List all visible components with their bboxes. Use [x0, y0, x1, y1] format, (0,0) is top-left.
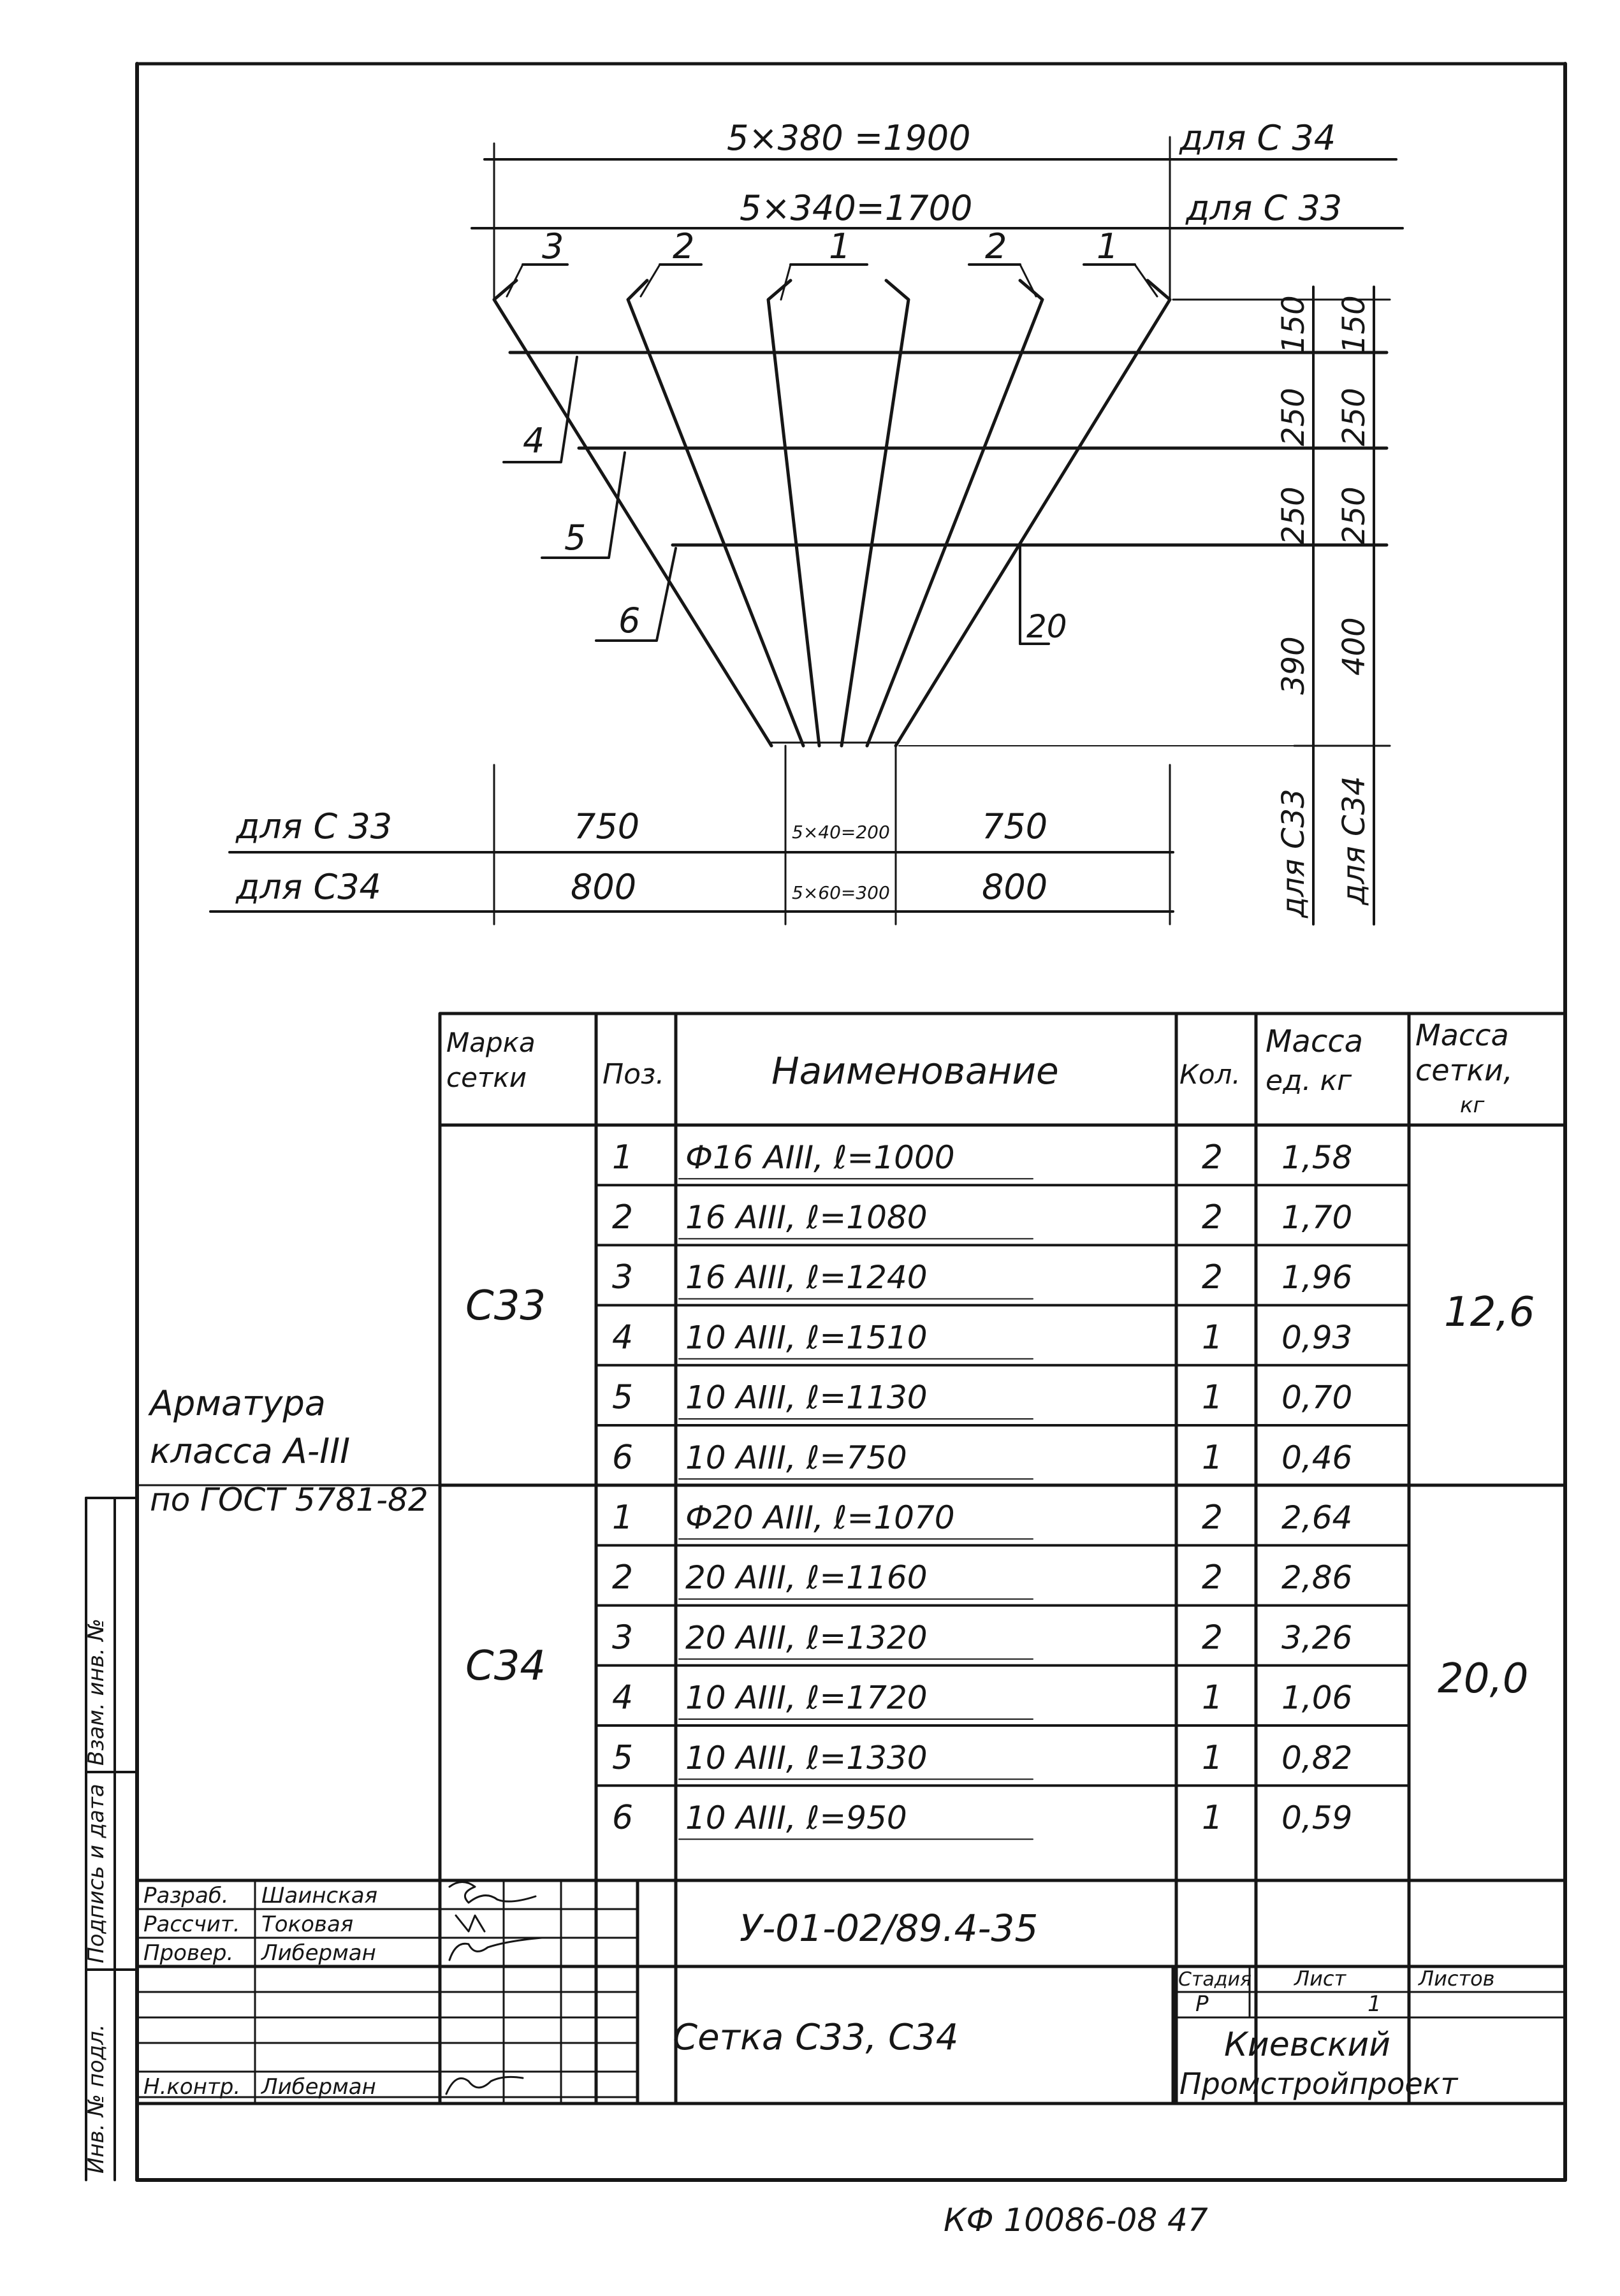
bottom-dimension-text: [235, 806, 1047, 907]
signatures: [446, 1882, 542, 2095]
dim-outer-1: 150: [1336, 295, 1372, 354]
spec-qty: 2: [1202, 1559, 1223, 1597]
dim-inner-1: 150: [1276, 295, 1311, 354]
spec-name: 10 АIII, ℓ=750: [685, 1439, 907, 1476]
spec-qty: 2: [1202, 1198, 1223, 1237]
spec-qty: 1: [1202, 1678, 1223, 1717]
dim-c33-right: 750: [982, 806, 1048, 846]
callout-2b: 2: [985, 226, 1007, 266]
spec-unit-mass: 1,96: [1281, 1259, 1353, 1297]
stage-header: Стадия: [1178, 1968, 1252, 1991]
spec-name: 20 АIII, ℓ=1160: [685, 1559, 928, 1597]
callout-5: 5: [564, 518, 587, 558]
sheet-header: Лист: [1294, 1966, 1346, 1991]
header-mesh-mass-1: Масса: [1415, 1018, 1509, 1052]
role-checked: Провер.: [143, 1940, 234, 1966]
side-stamp-inv: Инв. № подл.: [84, 2024, 109, 2174]
spec-pos: 5: [612, 1738, 634, 1777]
spec-qty: 2: [1202, 1499, 1223, 1537]
header-mesh-mass-3: кг: [1460, 1093, 1485, 1118]
spec-pos: 2: [612, 1198, 634, 1237]
spec-name: 10 АIII, ℓ=1330: [685, 1739, 928, 1776]
dim-outer-2: 250: [1336, 388, 1372, 446]
dim-outer-3: 250: [1336, 486, 1372, 545]
reinforcement-note: [148, 1383, 428, 1518]
callout-2a: 2: [673, 226, 695, 266]
spec-pos: 5: [612, 1378, 634, 1417]
signature-1: [449, 1882, 536, 1903]
header-unit-mass-2: ед. кг: [1266, 1064, 1352, 1097]
document-code: У-01-02/89.4-35: [740, 1907, 1039, 1950]
dim-top-c33: 5×340=1700: [740, 188, 973, 228]
spec-unit-mass: 2,86: [1281, 1559, 1353, 1597]
name-calculated: Токовая: [261, 1912, 354, 1937]
org-line-2: Промстройпроект: [1179, 2067, 1458, 2101]
spec-unit-mass: 0,82: [1281, 1739, 1353, 1776]
stage-value: Р: [1195, 1991, 1209, 2017]
signature-4: [446, 2077, 523, 2094]
top-dimension-text: [727, 118, 1342, 228]
group-mass-c33: 12,6: [1444, 1289, 1535, 1336]
spec-qty: 1: [1202, 1438, 1223, 1477]
spec-unit-mass: 0,93: [1281, 1319, 1353, 1356]
header-mark-1: Марка: [446, 1027, 536, 1058]
spec-unit-mass: 1,58: [1281, 1138, 1353, 1176]
name-developed: Шаинская: [261, 1883, 378, 1908]
label-bottom-c34: для С34: [236, 867, 381, 907]
callout-3: 3: [542, 226, 564, 266]
callout-4: 4: [523, 421, 545, 461]
name-norm-control: Либерман: [261, 2074, 376, 2100]
org-line-1: Киевский: [1224, 2026, 1390, 2064]
spec-pos: 2: [612, 1559, 634, 1597]
role-norm-control: Н.контр.: [143, 2074, 241, 2100]
dim-c33-mid: 5×40=200: [792, 822, 890, 843]
spec-pos: 4: [612, 1678, 634, 1717]
spec-qty: 1: [1202, 1799, 1223, 1838]
dim-inner-4: 390: [1276, 636, 1311, 695]
side-stamp: [84, 1618, 109, 2174]
label-right-c34: для С34: [1336, 776, 1372, 905]
label-top-c33: для С 33: [1186, 188, 1343, 228]
note-line-1: Арматура: [150, 1383, 326, 1423]
mesh-drawing: [494, 280, 1387, 835]
spec-pos: 6: [612, 1438, 634, 1477]
callout-6: 6: [618, 600, 641, 641]
side-stamp-signature: Подпись и дата: [84, 1784, 109, 1963]
spec-name: Ф16 АIII, ℓ=1000: [685, 1138, 955, 1176]
sheet-value: 1: [1368, 1991, 1382, 2017]
group-mass-c34: 20,0: [1438, 1655, 1529, 1703]
callout-1a: 1: [829, 226, 851, 266]
side-stamp-replace: Взам. инв. №: [84, 1618, 109, 1766]
spec-pos: 4: [612, 1318, 634, 1357]
name-checked: Либерман: [261, 1940, 376, 1966]
right-dimension-text: [1276, 295, 1372, 919]
spec-name: 16 АIII, ℓ=1240: [685, 1259, 928, 1297]
spec-pos: 3: [612, 1618, 634, 1657]
dim-c34-left: 800: [571, 867, 637, 907]
drawing-title: Сетка С33, С34: [673, 2017, 959, 2058]
dim-outer-4: 400: [1336, 617, 1372, 676]
label-top-c34: для С 34: [1179, 118, 1336, 158]
spec-pos: 1: [612, 1499, 634, 1537]
spec-unit-mass: 2,64: [1281, 1499, 1353, 1537]
spec-unit-mass: 1,70: [1281, 1199, 1353, 1237]
label-bottom-c33: для С 33: [236, 806, 393, 846]
spec-name: 16 АIII, ℓ=1080: [685, 1199, 928, 1237]
spec-name: Ф20 АIII, ℓ=1070: [685, 1499, 955, 1537]
header-mark-2: сетки: [446, 1062, 527, 1093]
dim-c34-right: 800: [982, 867, 1048, 907]
group-mark-c33: С33: [465, 1282, 546, 1330]
note-line-3: по ГОСТ 5781-82: [150, 1481, 428, 1518]
tail-label: 20: [1026, 608, 1067, 645]
spec-name: 20 АIII, ℓ=1320: [685, 1619, 928, 1657]
position-callouts: [504, 226, 1157, 641]
dim-inner-2: 250: [1276, 388, 1311, 446]
spec-qty: 1: [1202, 1738, 1223, 1777]
spec-table-rows: [596, 1138, 1409, 1840]
spec-qty: 2: [1202, 1258, 1223, 1297]
header-unit-mass-1: Масса: [1266, 1024, 1364, 1059]
sheet-frame: [86, 64, 1565, 2180]
sheets-header: Листов: [1419, 1966, 1495, 1991]
spec-unit-mass: 1,06: [1281, 1679, 1353, 1717]
spec-table-header: [446, 1018, 1513, 1118]
archive-number: КФ 10086-08 47: [944, 2202, 1208, 2239]
spec-pos: 1: [612, 1138, 634, 1177]
dim-c33-left: 750: [574, 806, 640, 846]
header-mesh-mass-2: сетки,: [1415, 1053, 1513, 1087]
role-calculated: Рассчит.: [143, 1912, 240, 1937]
right-dimension-chain: [899, 287, 1390, 924]
spec-unit-mass: 0,59: [1281, 1799, 1353, 1837]
spec-pos: 6: [612, 1799, 634, 1838]
signature-3: [449, 1938, 542, 1960]
dim-c34-mid: 5×60=300: [792, 882, 890, 903]
callout-1b: 1: [1097, 226, 1119, 266]
spec-qty: 2: [1202, 1618, 1223, 1657]
role-developed: Разраб.: [143, 1883, 229, 1908]
spec-unit-mass: 0,46: [1281, 1439, 1353, 1476]
spec-qty: 2: [1202, 1138, 1223, 1177]
header-pos: Поз.: [602, 1058, 665, 1091]
label-right-c33: для С33: [1276, 788, 1311, 918]
spec-name: 10 АIII, ℓ=1720: [685, 1679, 928, 1717]
dim-inner-3: 250: [1276, 486, 1311, 545]
header-name: Наименование: [771, 1049, 1059, 1093]
spec-qty: 1: [1202, 1378, 1223, 1417]
spec-name: 10 АIII, ℓ=1130: [685, 1379, 928, 1416]
signature-2: [456, 1915, 485, 1931]
spec-name: 10 АIII, ℓ=950: [685, 1799, 907, 1837]
group-mark-c34: С34: [465, 1643, 546, 1690]
spec-unit-mass: 3,26: [1281, 1619, 1353, 1657]
header-qty: Кол.: [1179, 1059, 1241, 1090]
spec-name: 10 АIII, ℓ=1510: [685, 1319, 928, 1356]
title-block-text: [673, 1907, 1495, 2101]
note-line-2: класса А-III: [150, 1431, 351, 1471]
spec-qty: 1: [1202, 1318, 1223, 1357]
dim-top-c34: 5×380 =1900: [727, 118, 971, 158]
spec-unit-mass: 0,70: [1281, 1379, 1353, 1416]
spec-pos: 3: [612, 1258, 634, 1297]
